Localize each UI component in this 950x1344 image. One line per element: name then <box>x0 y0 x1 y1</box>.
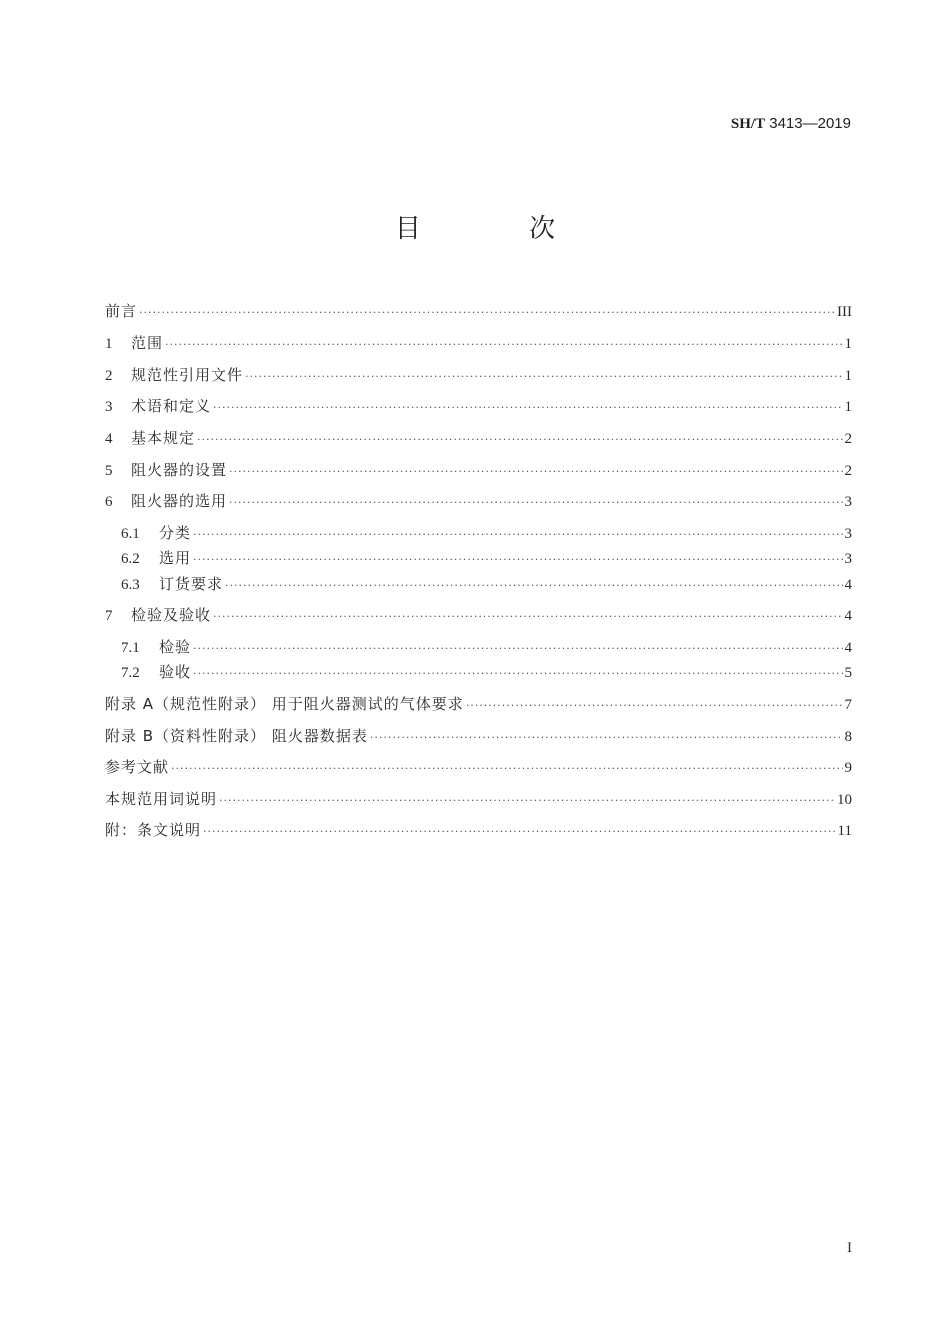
toc-entry-preface[interactable] <box>105 301 852 321</box>
toc-entry-label: 验收 <box>159 663 192 681</box>
toc-entry-number: 6.2 <box>121 551 140 567</box>
toc-leader-dots <box>139 303 835 323</box>
toc-entry-page: 2 <box>844 463 852 479</box>
toc-entry-page: 2 <box>844 431 852 447</box>
toc-entry-label: 阻火器的选用 <box>131 492 228 510</box>
toc-entry-6[interactable] <box>105 491 852 511</box>
toc-entry-7[interactable] <box>105 605 852 625</box>
toc-entry-label: 附录 A（规范性附录） 用于阻火器测试的气体要求 <box>105 695 464 713</box>
toc-leader-dots <box>203 822 836 842</box>
toc-entry-terms-explanation[interactable] <box>105 789 852 809</box>
standard-number: 3413—2019 <box>769 115 851 132</box>
toc-entry-label: 检验 <box>159 638 192 656</box>
toc-entry-appendix-b[interactable] <box>105 726 852 746</box>
toc-entry-number: 7 <box>105 608 113 624</box>
toc-leader-dots <box>466 696 843 716</box>
toc-leader-dots <box>225 576 842 596</box>
toc-entry-number: 7.1 <box>121 640 140 656</box>
toc-entry-number: 5 <box>105 463 113 479</box>
toc-leader-dots <box>171 759 842 779</box>
toc-entry-page: 3 <box>844 494 852 510</box>
toc-entry-label: 分类 <box>159 524 192 542</box>
toc-entry-label: 选用 <box>159 549 192 567</box>
toc-leader-dots <box>193 550 842 570</box>
toc-leader-dots <box>245 367 842 387</box>
toc-leader-dots <box>213 607 842 627</box>
toc-entry-label: 附录 B（资料性附录） 阻火器数据表 <box>105 727 368 745</box>
toc-entry-label: 基本规定 <box>131 429 196 447</box>
toc-entry-page: 11 <box>837 823 852 839</box>
toc-leader-dots <box>229 462 842 482</box>
toc-leader-dots <box>193 639 842 659</box>
toc-entry-3[interactable] <box>105 396 852 416</box>
toc-leader-dots <box>370 728 843 748</box>
toc-leader-dots <box>229 493 842 513</box>
toc-entry-number: 6.1 <box>121 526 140 542</box>
toc-entry-label: 范围 <box>131 334 164 352</box>
toc-entry-4[interactable] <box>105 428 852 448</box>
toc-entry-label: 规范性引用文件 <box>131 366 244 384</box>
toc-entry-page: 4 <box>844 640 852 656</box>
toc-entry-label: 参考文献 <box>105 758 170 776</box>
toc-entry-page: 5 <box>844 665 852 681</box>
toc-entry-number: 2 <box>105 368 113 384</box>
toc-entry-page: 9 <box>844 760 852 776</box>
toc-entry-5[interactable] <box>105 460 852 480</box>
toc-leader-dots <box>193 525 842 545</box>
toc-leader-dots <box>197 430 842 450</box>
toc-entry-page: 1 <box>844 336 852 352</box>
toc-leader-dots <box>213 398 842 418</box>
toc-entry-number: 3 <box>105 399 113 415</box>
toc-leader-dots <box>165 335 842 355</box>
toc-entry-number: 6.3 <box>121 577 140 593</box>
toc-entry-7-2[interactable] <box>121 662 852 682</box>
standard-prefix: SH/T <box>730 116 766 132</box>
toc-leader-dots <box>219 791 835 811</box>
toc-entry-number: 1 <box>105 336 113 352</box>
toc-entry-number: 6 <box>105 494 113 510</box>
toc-entry-label: 附：条文说明 <box>105 821 202 839</box>
toc-entry-page: 7 <box>844 697 852 713</box>
toc-entry-label: 订货要求 <box>159 575 224 593</box>
toc-entry-page: 10 <box>837 792 852 808</box>
toc-entry-1[interactable] <box>105 333 852 353</box>
toc-entry-6-3[interactable] <box>121 574 852 594</box>
toc-entry-number: 4 <box>105 431 113 447</box>
page-number: I <box>847 1240 852 1256</box>
page-title: 目 次 <box>394 214 606 244</box>
toc-leader-dots <box>193 664 842 684</box>
toc-entry-label: 检验及验收 <box>131 606 212 624</box>
toc-entry-label: 本规范用词说明 <box>105 790 218 808</box>
toc-entry-page: 4 <box>844 577 852 593</box>
toc-entry-6-1[interactable] <box>121 523 852 543</box>
toc-entry-number: 7.2 <box>121 665 140 681</box>
toc-entry-page: III <box>837 304 852 320</box>
toc-entry-page: 1 <box>844 368 852 384</box>
toc-entry-page: 3 <box>844 526 852 542</box>
toc-entry-page: 8 <box>844 729 852 745</box>
toc-entry-6-2[interactable] <box>121 548 852 568</box>
toc-entry-references[interactable] <box>105 757 852 777</box>
toc-entry-label: 术语和定义 <box>131 397 212 415</box>
toc-entry-page: 1 <box>844 399 852 415</box>
toc-entry-clause-explanation[interactable] <box>105 820 852 840</box>
toc-entry-page: 4 <box>844 608 852 624</box>
toc-entry-label: 前言 <box>105 302 138 320</box>
toc-entry-2[interactable] <box>105 365 852 385</box>
toc-entry-page: 3 <box>844 551 852 567</box>
toc-entry-appendix-a[interactable] <box>105 694 852 714</box>
toc-entry-label: 阻火器的设置 <box>131 461 228 479</box>
toc-entry-7-1[interactable] <box>121 637 852 657</box>
standard-code <box>731 115 851 133</box>
